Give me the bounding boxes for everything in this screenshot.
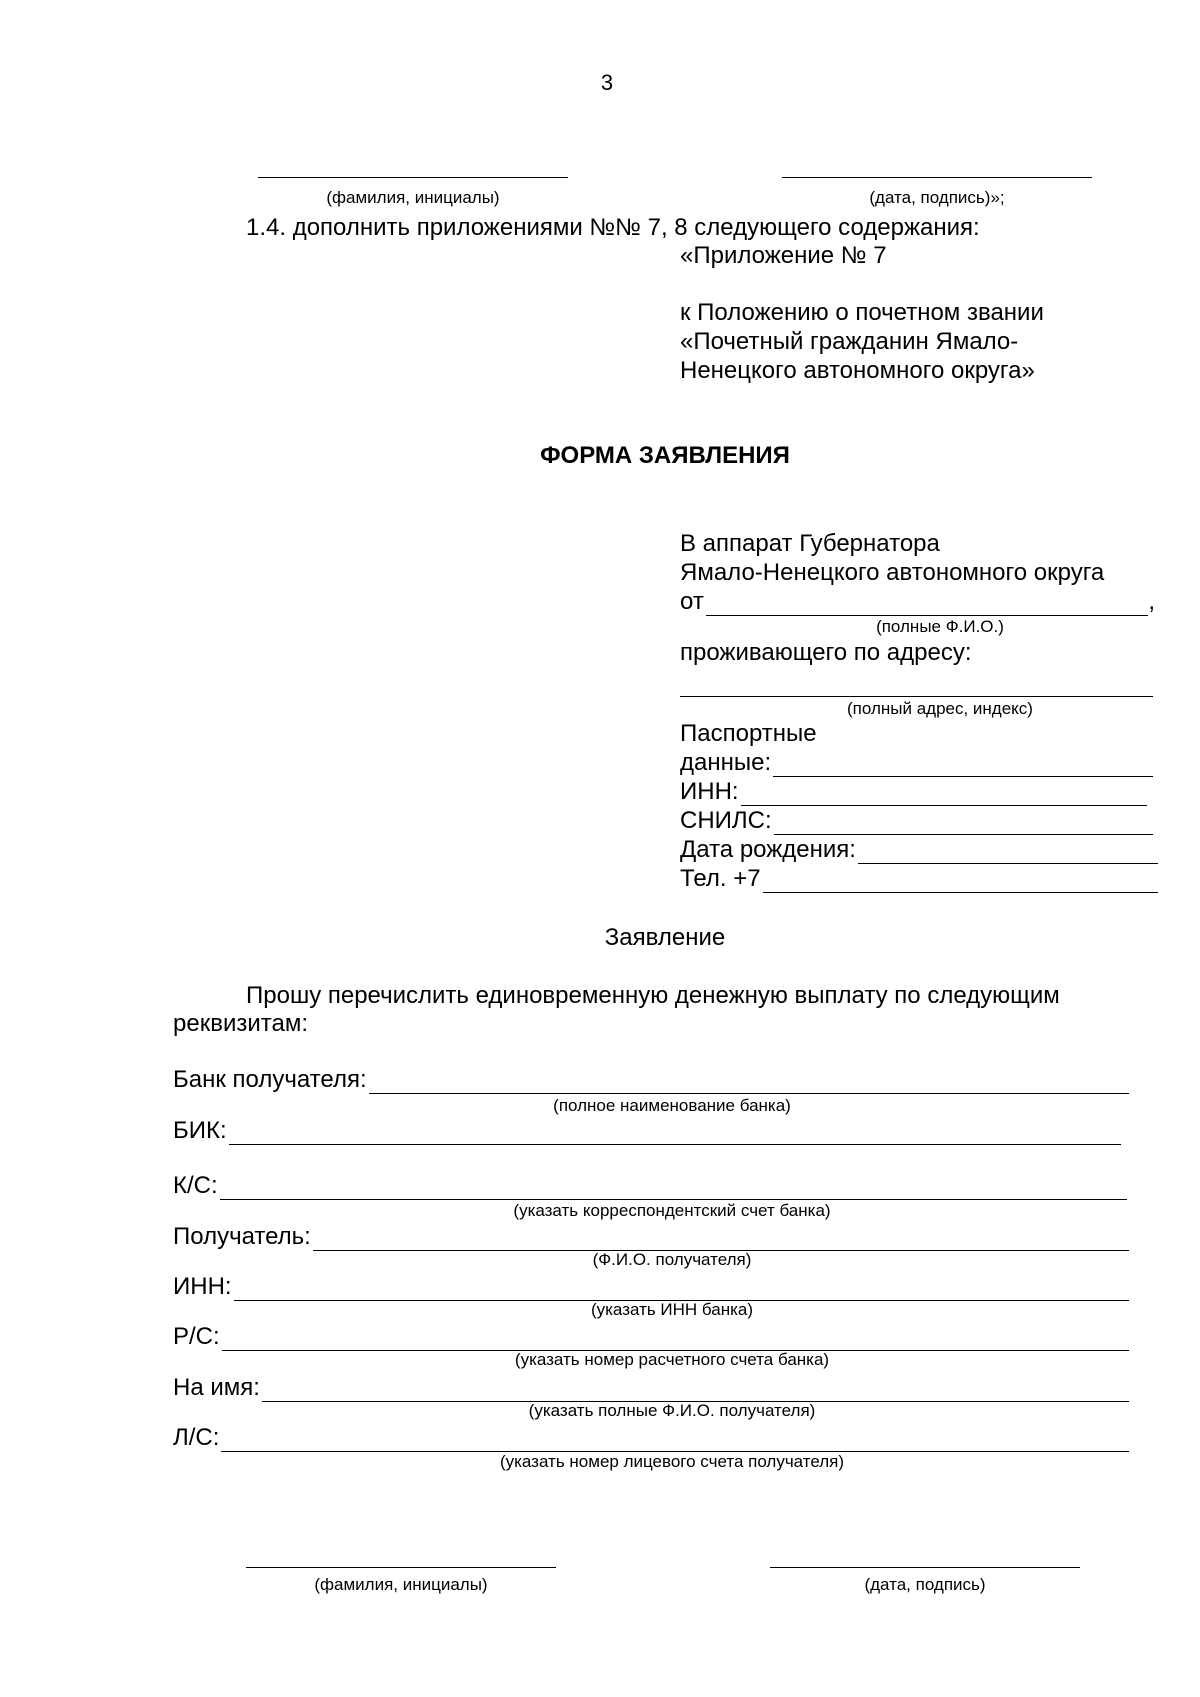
passport-field <box>680 749 1153 777</box>
addressee-line-1: В аппарат Губернатора <box>680 530 940 557</box>
top-date-caption: (дата, подпись)»; <box>869 188 1005 207</box>
top-name-caption: (фамилия, инициалы) <box>326 188 500 207</box>
requisite-ls <box>173 1424 1129 1452</box>
recipient-label: Получатель: <box>173 1223 311 1250</box>
inn-label: ИНН: <box>680 778 739 805</box>
top-date-line <box>782 177 1092 178</box>
from-suffix: , <box>1148 588 1155 615</box>
rs-label: Р/С: <box>173 1323 220 1350</box>
residing-label: проживающего по адресу: <box>680 639 972 666</box>
amendment-text: 1.4. дополнить приложениями №№ 7, 8 следующего содержания: <box>246 214 980 241</box>
statement-line-1: Прошу перечислить единовременную денежную выплату по следующим <box>246 982 1060 1009</box>
bottom-date-line[interactable] <box>770 1567 1080 1568</box>
onname-label: На имя: <box>173 1374 260 1401</box>
req-inn-caption: (указать ИНН банка) <box>590 1300 754 1319</box>
passport-label-2: данные: <box>680 749 772 776</box>
bank-caption: (полное наименование банка) <box>553 1096 791 1115</box>
snils-label: СНИЛС: <box>680 807 772 834</box>
requisite-name <box>173 1374 1129 1402</box>
bank-input-line[interactable] <box>369 1073 1129 1094</box>
top-name-line <box>258 177 568 178</box>
bottom-date-caption: (дата, подпись) <box>864 1575 986 1594</box>
from-field <box>680 588 1155 616</box>
address-caption: (полный адрес, индекс) <box>847 699 1033 718</box>
ls-label: Л/С: <box>173 1424 220 1451</box>
inn-field <box>680 778 1147 806</box>
snils-field <box>680 807 1153 835</box>
onname-caption: (указать полные Ф.И.О. получателя) <box>528 1401 816 1420</box>
appendix-title: «Приложение № 7 <box>680 242 887 269</box>
requisite-rs <box>173 1323 1129 1351</box>
bottom-name-caption: (фамилия, инициалы) <box>314 1575 488 1594</box>
birth-field <box>680 836 1158 864</box>
rs-input-line[interactable] <box>222 1330 1129 1351</box>
requisite-bik <box>173 1117 1121 1145</box>
phone-input-line[interactable] <box>763 872 1158 893</box>
appendix-line-1: к Положению о почетном звании <box>680 299 1044 326</box>
appendix-line-2: «Почетный гражданин Ямало- <box>680 328 1019 355</box>
onname-input-line[interactable] <box>262 1381 1129 1402</box>
statement-line-2: реквизитам: <box>173 1010 308 1037</box>
bottom-name-line[interactable] <box>246 1567 556 1568</box>
addressee-line-2: Ямало-Ненецкого автономного округа <box>680 559 1105 586</box>
passport-label-1: Паспортные <box>680 720 817 747</box>
ks-input-line[interactable] <box>220 1179 1127 1200</box>
ks-label: К/С: <box>173 1172 218 1199</box>
from-input-line[interactable] <box>706 595 1149 616</box>
birth-input-line[interactable] <box>858 843 1158 864</box>
requisite-recipient <box>173 1223 1129 1251</box>
birth-label: Дата рождения: <box>680 836 856 863</box>
recipient-input-line[interactable] <box>313 1230 1129 1251</box>
ls-input-line[interactable] <box>221 1431 1129 1452</box>
ks-caption: (указать корреспондентский счет банка) <box>513 1201 831 1220</box>
requisite-bank <box>173 1066 1129 1094</box>
bank-label: Банк получателя: <box>173 1066 367 1093</box>
phone-label: Тел. +7 <box>680 865 761 892</box>
from-label: от <box>680 588 704 615</box>
address-input-line[interactable] <box>680 696 1153 697</box>
requisite-ks <box>173 1172 1127 1200</box>
ls-caption: (указать номер лицевого счета получателя) <box>499 1452 845 1471</box>
recipient-caption: (Ф.И.О. получателя) <box>592 1250 752 1269</box>
bik-label: БИК: <box>173 1117 227 1144</box>
req-inn-label: ИНН: <box>173 1273 232 1300</box>
snils-input-line[interactable] <box>774 814 1153 835</box>
name-caption: (полные Ф.И.О.) <box>876 617 1004 636</box>
requisite-inn <box>173 1273 1129 1301</box>
statement-heading: Заявление <box>604 924 726 951</box>
passport-input-line[interactable] <box>773 756 1153 777</box>
rs-caption: (указать номер расчетного счета банка) <box>514 1350 830 1369</box>
inn-input-line[interactable] <box>741 785 1147 806</box>
phone-field <box>680 865 1158 893</box>
req-inn-input-line[interactable] <box>234 1280 1129 1301</box>
form-title: ФОРМА ЗАЯВЛЕНИЯ <box>540 442 790 469</box>
page-number: 3 <box>600 70 614 95</box>
bik-input-line[interactable] <box>229 1124 1121 1145</box>
appendix-line-3: Ненецкого автономного округа» <box>680 357 1035 384</box>
